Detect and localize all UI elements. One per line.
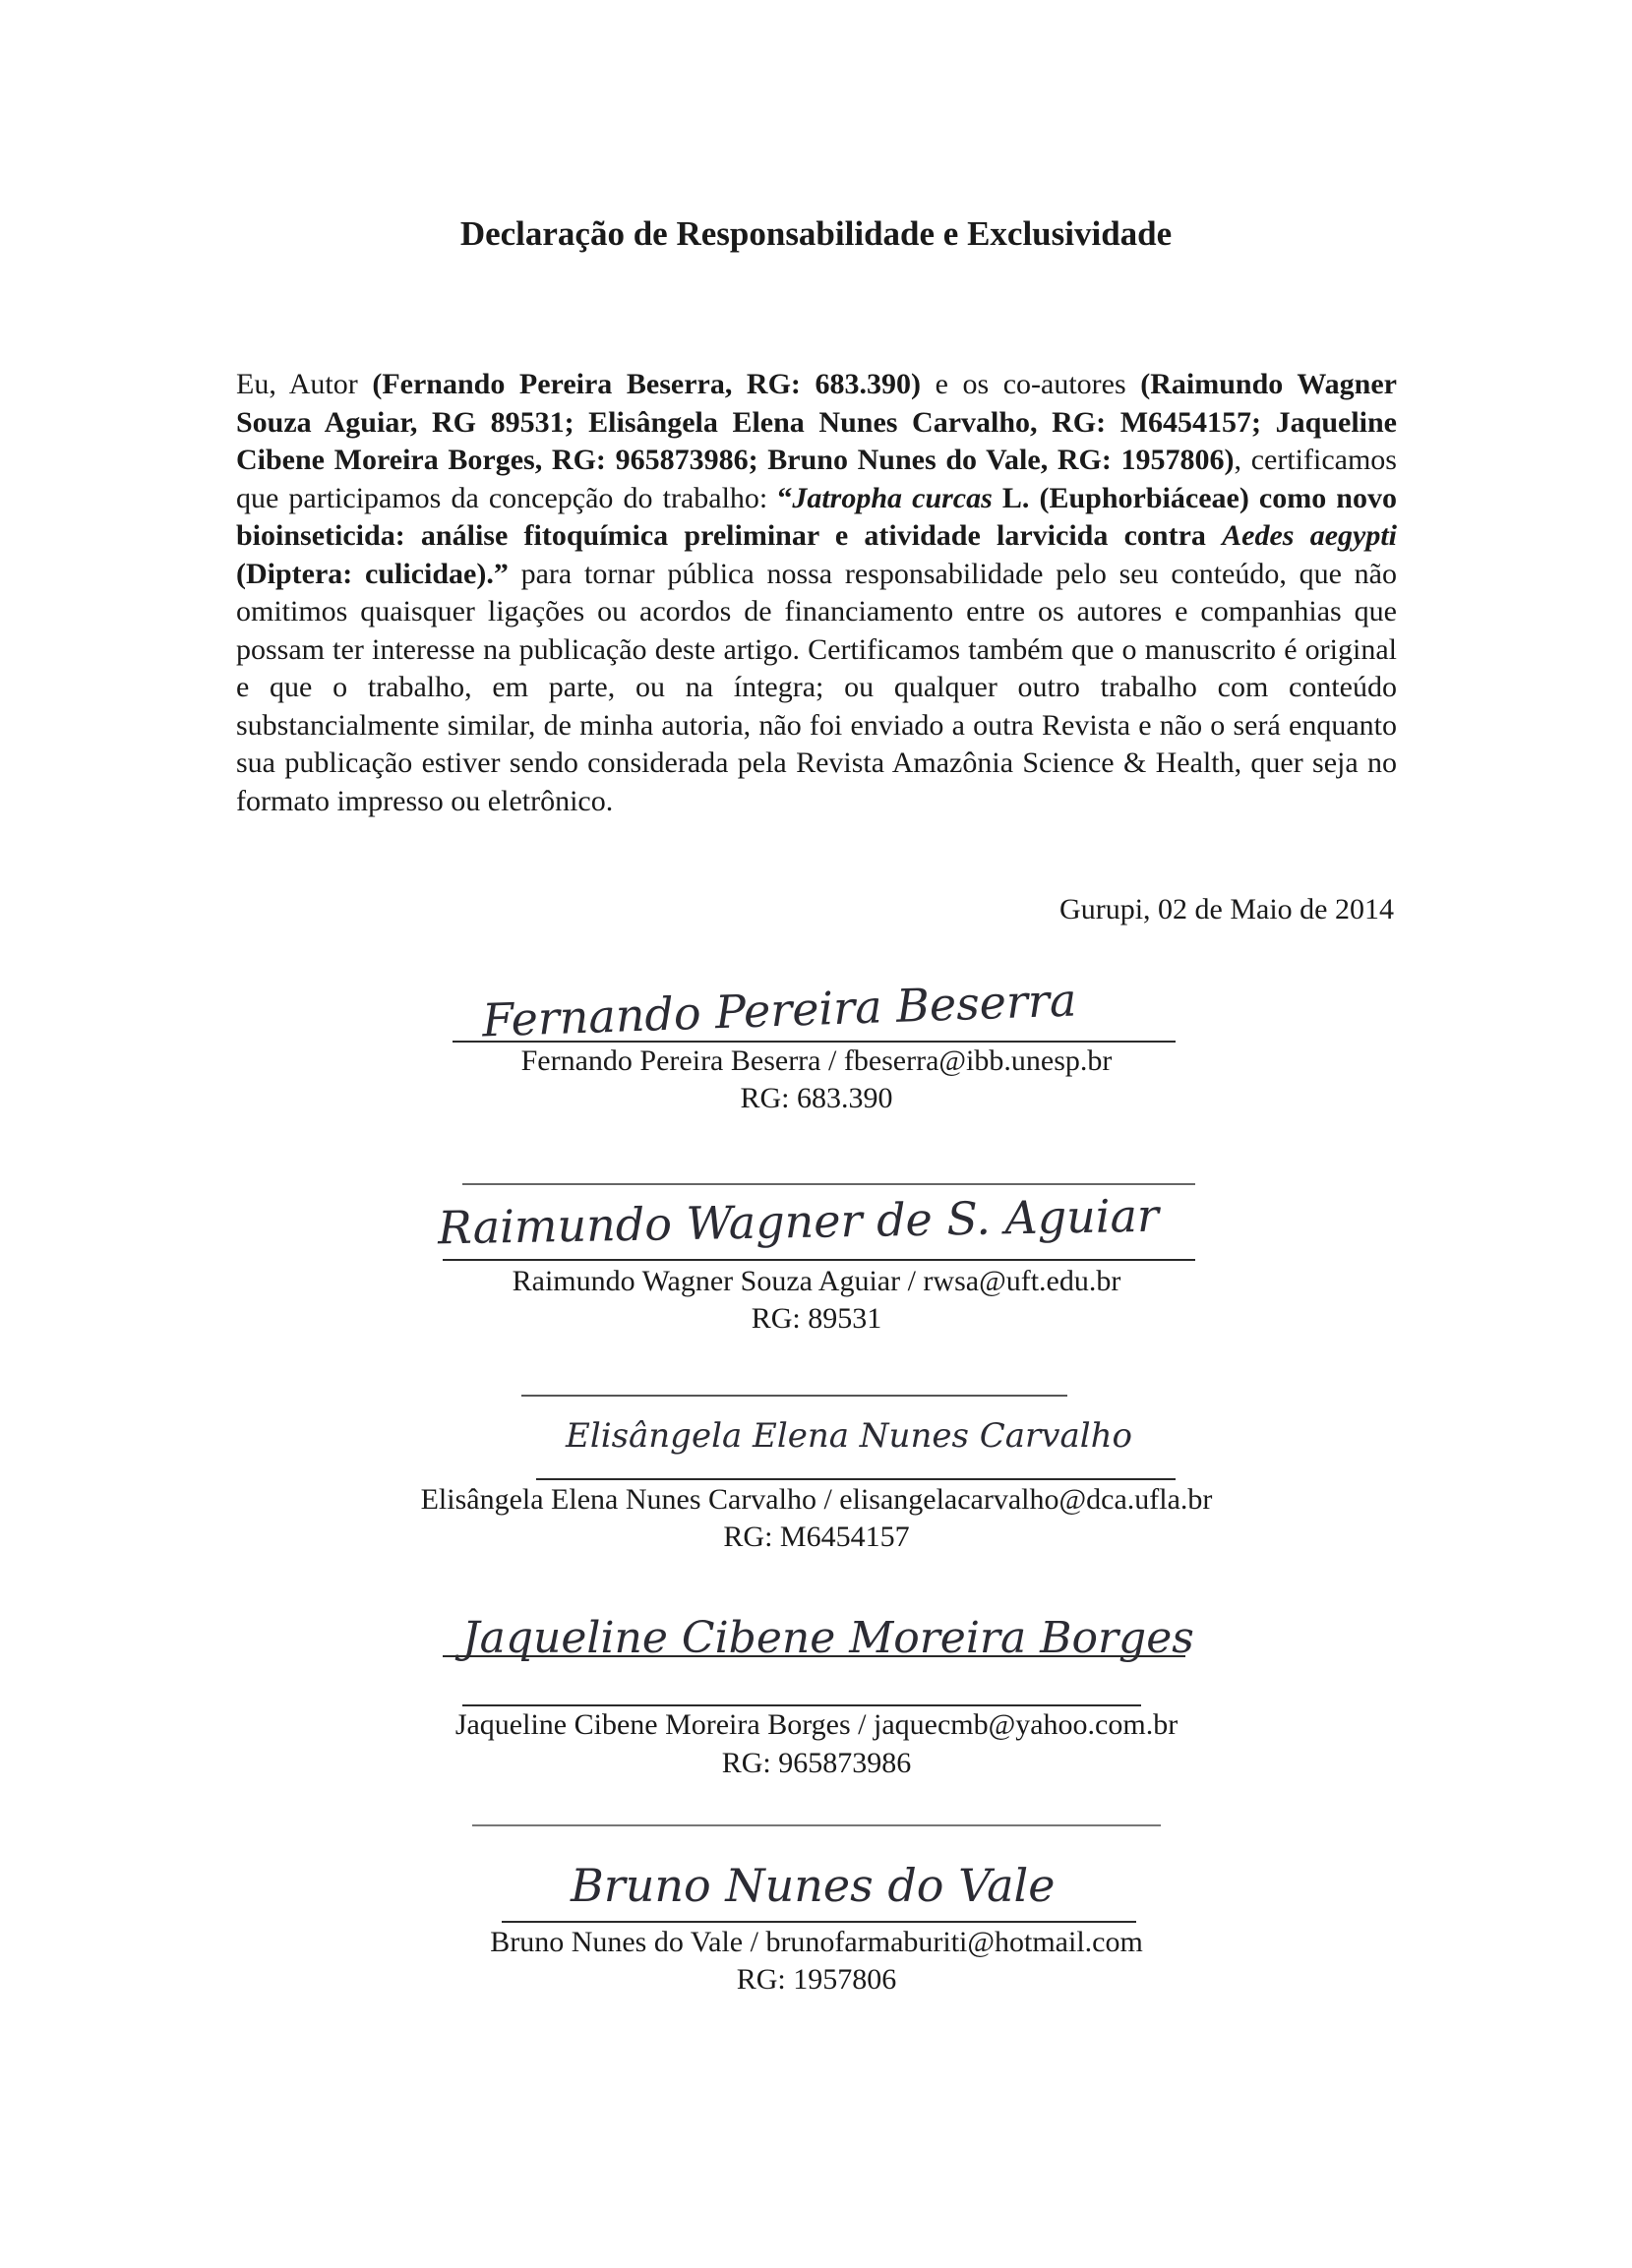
paragraph-run: Aedes aegypti (1222, 519, 1397, 552)
signature-line (521, 1395, 1067, 1397)
paragraph-run: e os co-autores (920, 368, 1141, 400)
document-title: Declaração de Responsabilidade e Exclusividade (459, 214, 1173, 253)
signature-line (462, 1183, 1195, 1185)
paragraph-run: Jatropha curcas (792, 481, 993, 514)
paragraph-run: “ (777, 481, 793, 514)
paragraph-run: L. (Euphorbiáceae) como novo bioinseticida: análise fitoquímica preliminar e atividade larvicida contra (236, 481, 1397, 552)
signer-rg: RG: 89531 (751, 1302, 882, 1335)
signature-line (472, 1824, 1161, 1826)
signer-name-email: Elisângela Elena Nunes Carvalho / elisangelacarvalho@dca.ufla.br (420, 1483, 1213, 1516)
signer-name-email: Fernando Pereira Beserra / fbeserra@ibb.unesp.br (520, 1044, 1113, 1077)
signer-name-email: Raimundo Wagner Souza Aguiar / rwsa@uft.edu.br (512, 1265, 1121, 1297)
place-date: Gurupi, 02 de Maio de 2014 (1059, 893, 1394, 925)
signature-line (502, 1921, 1136, 1923)
handwritten-signature: Jaqueline Cibene Moreira Borges (462, 1613, 1194, 1663)
handwritten-signature: Raimundo Wagner de S. Aguiar (437, 1188, 1160, 1255)
paragraph-run: para tornar pública nossa responsabilidade pelo seu conteúdo, que não omitimos quaisquer ligações ou acordos de financiamento entre os autores e companhias que possam ter interesse na publicação deste artigo. Certificamos também que o manuscrito é original e que o trabalho, em parte, ou na íntegra; ou qualquer outro trabalho com conteúdo substancialmente similar, de minha autoria, não foi enviado a outra Revista e não o será enquanto sua publicação estiver sendo considerada pela Revista Amazônia Science & Health, quer seja no formato impresso ou eletrônico. (236, 557, 1397, 817)
paragraph-run: , certificamos que participamos da concepção do trabalho: (236, 444, 1397, 514)
paragraph-run: (Diptera: culicidae).” (236, 557, 509, 590)
signer-rg: RG: 683.390 (740, 1082, 893, 1114)
signature-line (462, 1704, 1141, 1706)
paragraph-run: (Fernando Pereira Beserra, RG: 683.390) (372, 368, 921, 400)
paragraph-run: Eu, Autor (236, 368, 373, 400)
signer-name-email: Jaqueline Cibene Moreira Borges / jaquecmb@yahoo.com.br (454, 1708, 1179, 1741)
declaration-paragraph (236, 366, 1397, 820)
signature-line (453, 1041, 1176, 1043)
paragraph-run: (Raimundo Wagner Souza Aguiar, RG 89531; Elisângela Elena Nunes Carvalho, RG: M6454157; Jaqueline Cibene Moreira Borges, RG: 965873986; Bruno Nunes do Vale, RG: 1957806) (236, 368, 1397, 476)
signature-line (443, 1655, 1185, 1657)
signature-line (536, 1478, 1176, 1480)
handwritten-signature: Fernando Pereira Beserra (481, 973, 1078, 1047)
signer-rg: RG: 1957806 (736, 1963, 897, 1996)
signer-name-email: Bruno Nunes do Vale / brunofarmaburiti@hotmail.com (490, 1926, 1143, 1958)
signature-line (443, 1259, 1195, 1261)
signer-rg: RG: M6454157 (723, 1521, 910, 1553)
handwritten-signature: Elisângela Elena Nunes Carvalho (566, 1416, 1132, 1456)
handwritten-signature: Bruno Nunes do Vale (571, 1859, 1056, 1912)
signer-rg: RG: 965873986 (721, 1747, 912, 1779)
